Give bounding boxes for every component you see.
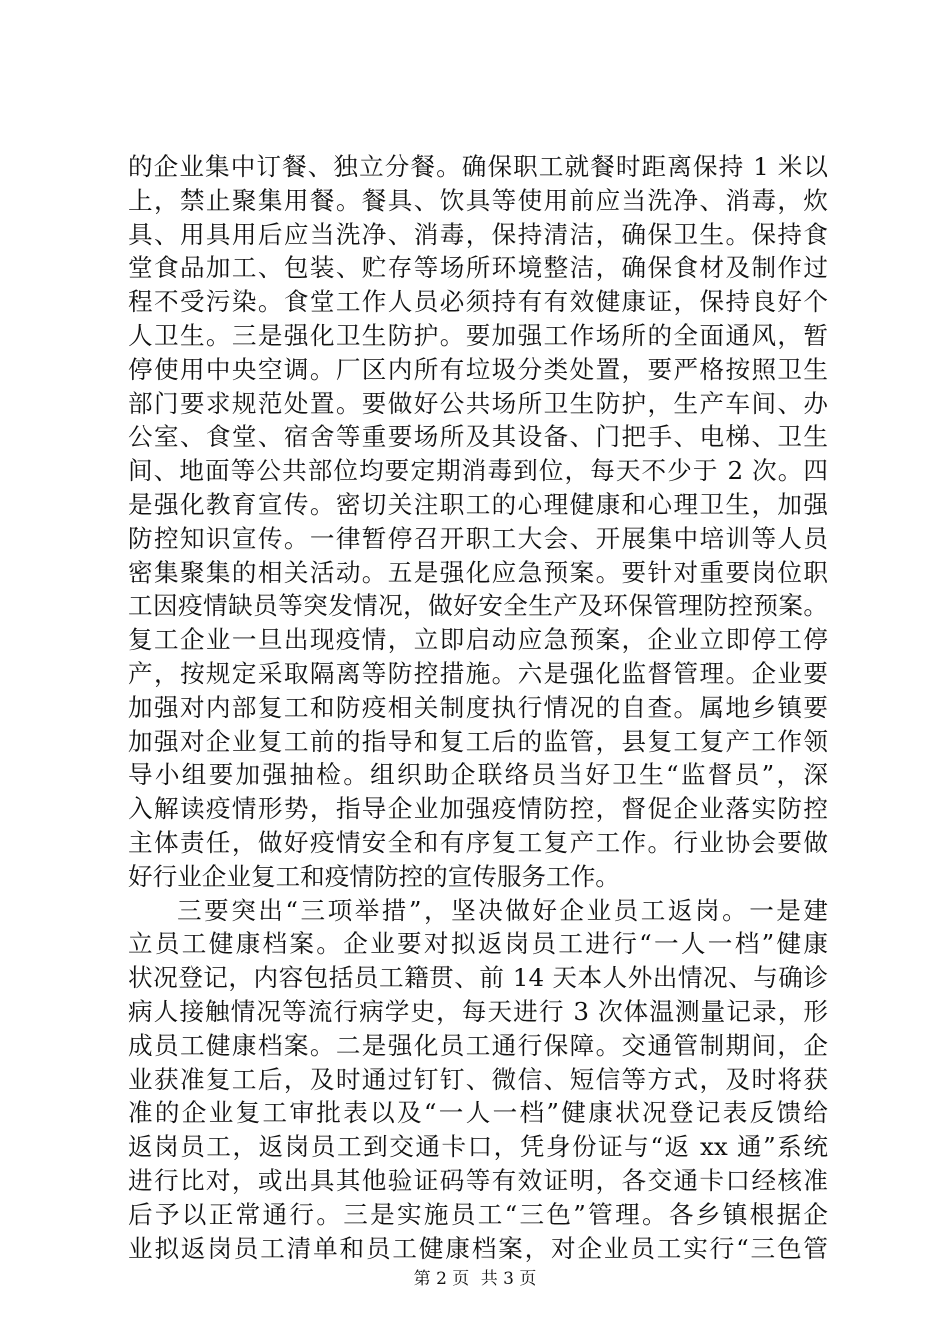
text-line: 三要突出“三项举措”，坚决做好企业员工返岗。一是建 [177, 895, 828, 925]
paragraph-2 [128, 894, 828, 1266]
text-line: 的企业集中订餐、独立分餐。确保职工就餐时距离保持 1 米以 [128, 152, 828, 181]
text-line: 成员工健康档案。二是强化员工通行保障。交通管制期间，企 [128, 1030, 828, 1060]
text-line: 加强对企业复工前的指导和复工后的监管，县复工复产工作领 [128, 726, 828, 756]
text-line: 密集聚集的相关活动。五是强化应急预案。要针对重要岗位职 [128, 557, 828, 587]
text-line: 加强对内部复工和防疫相关制度执行情况的自查。属地乡镇要 [128, 692, 828, 722]
text-line: 程不受污染。食堂工作人员必须持有有效健康证，保持良好个 [128, 287, 828, 317]
text-line: 堂食品加工、包装、贮存等场所环境整洁，确保食材及制作过 [128, 253, 828, 283]
text-line: 产，按规定采取隔离等防控措施。六是强化监督管理。企业要 [128, 658, 828, 688]
text-line: 立员工健康档案。企业要对拟返岗员工进行“一人一档”健康 [128, 929, 828, 959]
text-line: 入解读疫情形势，指导企业加强疫情防控，督促企业落实防控 [128, 794, 828, 824]
document-body [128, 150, 828, 1265]
text-line: 停使用中央空调。厂区内所有垃圾分类处置，要严格按照卫生 [128, 354, 828, 384]
text-line: 具、用具用后应当洗净、消毒，保持清洁，确保卫生。保持食 [128, 219, 828, 249]
text-line: 进行比对，或出具其他验证码等有效证明，各交通卡口经核准 [128, 1165, 828, 1195]
text-line: 复工企业一旦出现疫情，立即启动应急预案，企业立即停工停 [128, 625, 828, 655]
text-line: 是强化教育宣传。密切关注职工的心理健康和心理卫生，加强 [128, 489, 828, 519]
text-line: 业获准复工后，及时通过钉钉、微信、短信等方式，及时将获 [128, 1064, 828, 1094]
text-line: 好行业企业复工和疫情防控的宣传服务工作。 [128, 861, 620, 891]
paragraph-1 [128, 150, 828, 894]
text-line: 返岗员工，返岗员工到交通卡口，凭身份证与“返 xx 通”系统 [128, 1132, 828, 1162]
text-line: 部门要求规范处置。要做好公共场所卫生防护，生产车间、办 [128, 388, 828, 418]
page-footer [0, 1268, 950, 1290]
text-line: 导小组要加强抽检。组织助企联络员当好卫生“监督员”，深 [128, 760, 828, 790]
text-line: 主体责任，做好疫情安全和有序复工复产工作。行业协会要做 [128, 827, 828, 857]
text-line: 间、地面等公共部位均要定期消毒到位，每天不少于 2 次。四 [128, 456, 828, 486]
text-line: 人卫生。三是强化卫生防护。要加强工作场所的全面通风，暂 [128, 320, 828, 350]
page-total: 共 3 页 [480, 1269, 537, 1289]
text-line: 病人接触情况等流行病学史，每天进行 3 次体温测量记录，形 [128, 996, 828, 1026]
page-number: 第 2 页 [413, 1269, 470, 1289]
text-line: 防控知识宣传。一律暂停召开职工大会、开展集中培训等人员 [128, 523, 828, 553]
text-line: 上，禁止聚集用餐。餐具、饮具等使用前应当洗净、消毒，炊 [128, 185, 828, 215]
text-line: 状况登记，内容包括员工籍贯、前 14 天本人外出情况、与确诊 [128, 963, 828, 993]
text-line: 工因疫情缺员等突发情况，做好安全生产及环保管理防控预案。 [128, 591, 828, 621]
text-line: 业拟返岗员工清单和员工健康档案，对企业员工实行“三色管 [128, 1233, 828, 1263]
text-line: 后予以正常通行。三是实施员工“三色”管理。各乡镇根据企 [128, 1199, 828, 1229]
text-line: 公室、食堂、宿舍等重要场所及其设备、门把手、电梯、卫生 [128, 422, 828, 452]
text-line: 准的企业复工审批表以及“一人一档”健康状况登记表反馈给 [128, 1098, 828, 1128]
